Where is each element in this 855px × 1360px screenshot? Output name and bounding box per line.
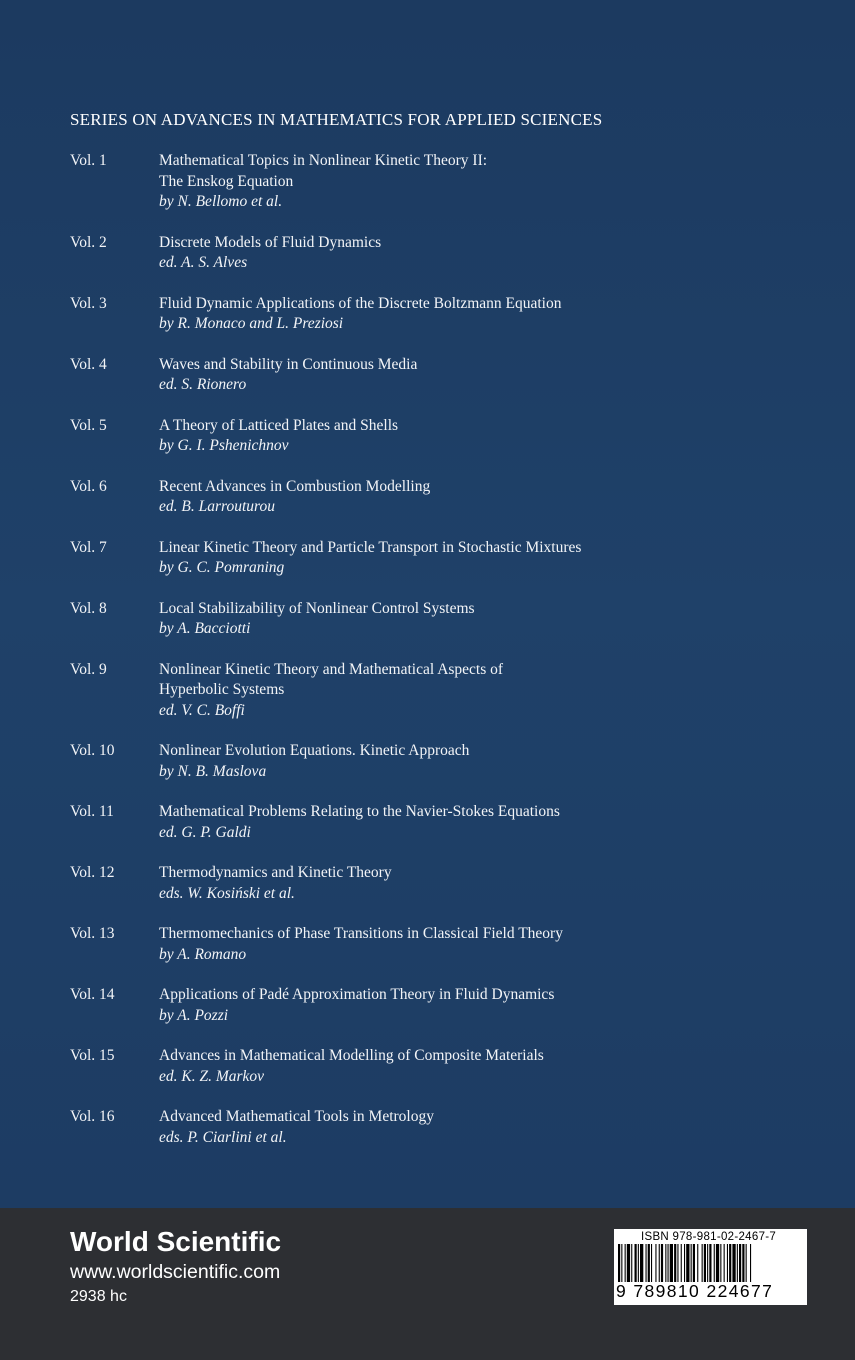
volume-number: Vol. 4	[70, 355, 107, 373]
volume-body	[159, 355, 790, 396]
volume-number: Vol. 14	[70, 986, 115, 1003]
volume-number: Vol. 6	[70, 477, 107, 495]
volume-title: Nonlinear Evolution Equations. Kinetic Approach	[159, 742, 470, 759]
volume-entry	[70, 1046, 790, 1087]
volume-number: Vol. 5	[70, 416, 107, 434]
volume-title: Thermomechanics of Phase Transitions in Classical Field Theory	[159, 925, 563, 942]
volume-body	[159, 599, 790, 640]
volume-entry	[70, 802, 790, 843]
volume-entry	[70, 538, 790, 579]
volume-author: by A. Bacciotti	[159, 620, 251, 637]
volume-entry	[70, 416, 790, 457]
volume-title: Recent Advances in Combustion Modelling	[159, 477, 431, 495]
volume-number: Vol. 3	[70, 294, 107, 312]
volume-number: Vol. 12	[70, 864, 115, 881]
volume-author: by N. B. Maslova	[159, 762, 267, 780]
volume-title: Mathematical Topics in Nonlinear Kinetic Theory II:	[159, 152, 488, 169]
volume-title: Advanced Mathematical Tools in Metrology	[159, 1108, 434, 1125]
volume-title: Fluid Dynamic Applications of the Discrete Boltzmann Equation	[159, 294, 562, 312]
volume-body	[159, 416, 790, 457]
volume-entry	[70, 599, 790, 640]
volume-entry	[70, 924, 790, 965]
volume-body	[159, 924, 790, 965]
volume-body	[159, 233, 790, 274]
volume-author: ed. S. Rionero	[159, 376, 247, 393]
volume-body	[159, 802, 790, 843]
volume-title: Mathematical Problems Relating to the Navier-Stokes Equations	[159, 803, 560, 820]
isbn-label: ISBN 978-981-02-2467-7	[641, 1231, 777, 1243]
volume-body	[159, 985, 790, 1026]
volume-entry	[70, 985, 790, 1026]
volume-title: The Enskog Equation	[159, 172, 294, 190]
volume-number: Vol. 1	[70, 152, 107, 169]
volume-number: Vol. 11	[70, 803, 114, 820]
volume-author: ed. A. S. Alves	[159, 254, 248, 271]
volume-entry	[70, 355, 790, 396]
volume-list	[70, 151, 790, 1168]
volume-title: Waves and Stability in Continuous Media	[159, 355, 418, 373]
volume-number: Vol. 2	[70, 233, 107, 251]
volume-title: Discrete Models of Fluid Dynamics	[159, 233, 382, 251]
volume-entry	[70, 294, 790, 335]
volume-author: ed. K. Z. Markov	[159, 1067, 265, 1085]
volume-title: Local Stabilizability of Nonlinear Control Systems	[159, 599, 475, 617]
volume-entry	[70, 151, 790, 213]
volume-author: ed. B. Larrouturou	[159, 498, 275, 515]
barcode-digits: 9 789810 224677	[616, 1281, 774, 1301]
volume-entry	[70, 863, 790, 904]
volume-title: A Theory of Latticed Plates and Shells	[159, 416, 399, 434]
volume-body	[159, 477, 790, 518]
volume-number: Vol. 13	[70, 925, 115, 942]
volume-number: Vol. 10	[70, 742, 115, 759]
volume-title: Hyperbolic Systems	[159, 681, 285, 698]
volume-body	[159, 151, 790, 213]
volume-entry	[70, 477, 790, 518]
volume-title: Advances in Mathematical Modelling of Composite Materials	[159, 1047, 544, 1064]
volume-title: Applications of Padé Approximation Theory in Fluid Dynamics	[159, 986, 555, 1003]
volume-author: eds. W. Kosiński et al.	[159, 884, 295, 902]
barcode-icon	[618, 1244, 803, 1282]
volume-number: Vol. 16	[70, 1108, 115, 1125]
volume-number: Vol. 9	[70, 660, 107, 678]
volume-author: eds. P. Ciarlini et al.	[159, 1128, 287, 1146]
volume-author: by A. Pozzi	[159, 1006, 229, 1024]
volume-entry	[70, 1107, 790, 1148]
barcode-box	[614, 1229, 807, 1305]
volume-body	[159, 1107, 790, 1148]
volume-number: Vol. 7	[70, 538, 107, 556]
publisher-name: World Scientific	[70, 1226, 282, 1257]
volume-author: ed. V. C. Boffi	[159, 701, 245, 719]
volume-number: Vol. 8	[70, 599, 107, 617]
volume-author: by N. Bellomo et al.	[159, 193, 283, 210]
volume-body	[159, 660, 790, 722]
volume-author: by A. Romano	[159, 945, 247, 963]
volume-title: Thermodynamics and Kinetic Theory	[159, 864, 392, 881]
volume-body	[159, 1046, 790, 1087]
volume-body	[159, 741, 790, 782]
volume-entry	[70, 741, 790, 782]
volume-author: by G. C. Pomraning	[159, 559, 285, 576]
volume-number: Vol. 15	[70, 1047, 115, 1064]
series-title: SERIES ON ADVANCES IN MATHEMATICS FOR APPLIED SCIENCES	[70, 110, 603, 129]
volume-title: Linear Kinetic Theory and Particle Transport in Stochastic Mixtures	[159, 538, 582, 556]
volume-body	[159, 863, 790, 904]
volume-body	[159, 538, 790, 579]
volume-author: by R. Monaco and L. Preziosi	[159, 315, 344, 332]
publisher-code: 2938 hc	[70, 1288, 127, 1305]
publisher-url: www.worldscientific.com	[70, 1261, 281, 1283]
volume-entry	[70, 233, 790, 274]
volume-entry	[70, 660, 790, 722]
volume-body	[159, 294, 790, 335]
volume-title: Nonlinear Kinetic Theory and Mathematical Aspects of	[159, 660, 504, 678]
volume-author: ed. G. P. Galdi	[159, 823, 251, 841]
volume-author: by G. I. Pshenichnov	[159, 437, 289, 454]
